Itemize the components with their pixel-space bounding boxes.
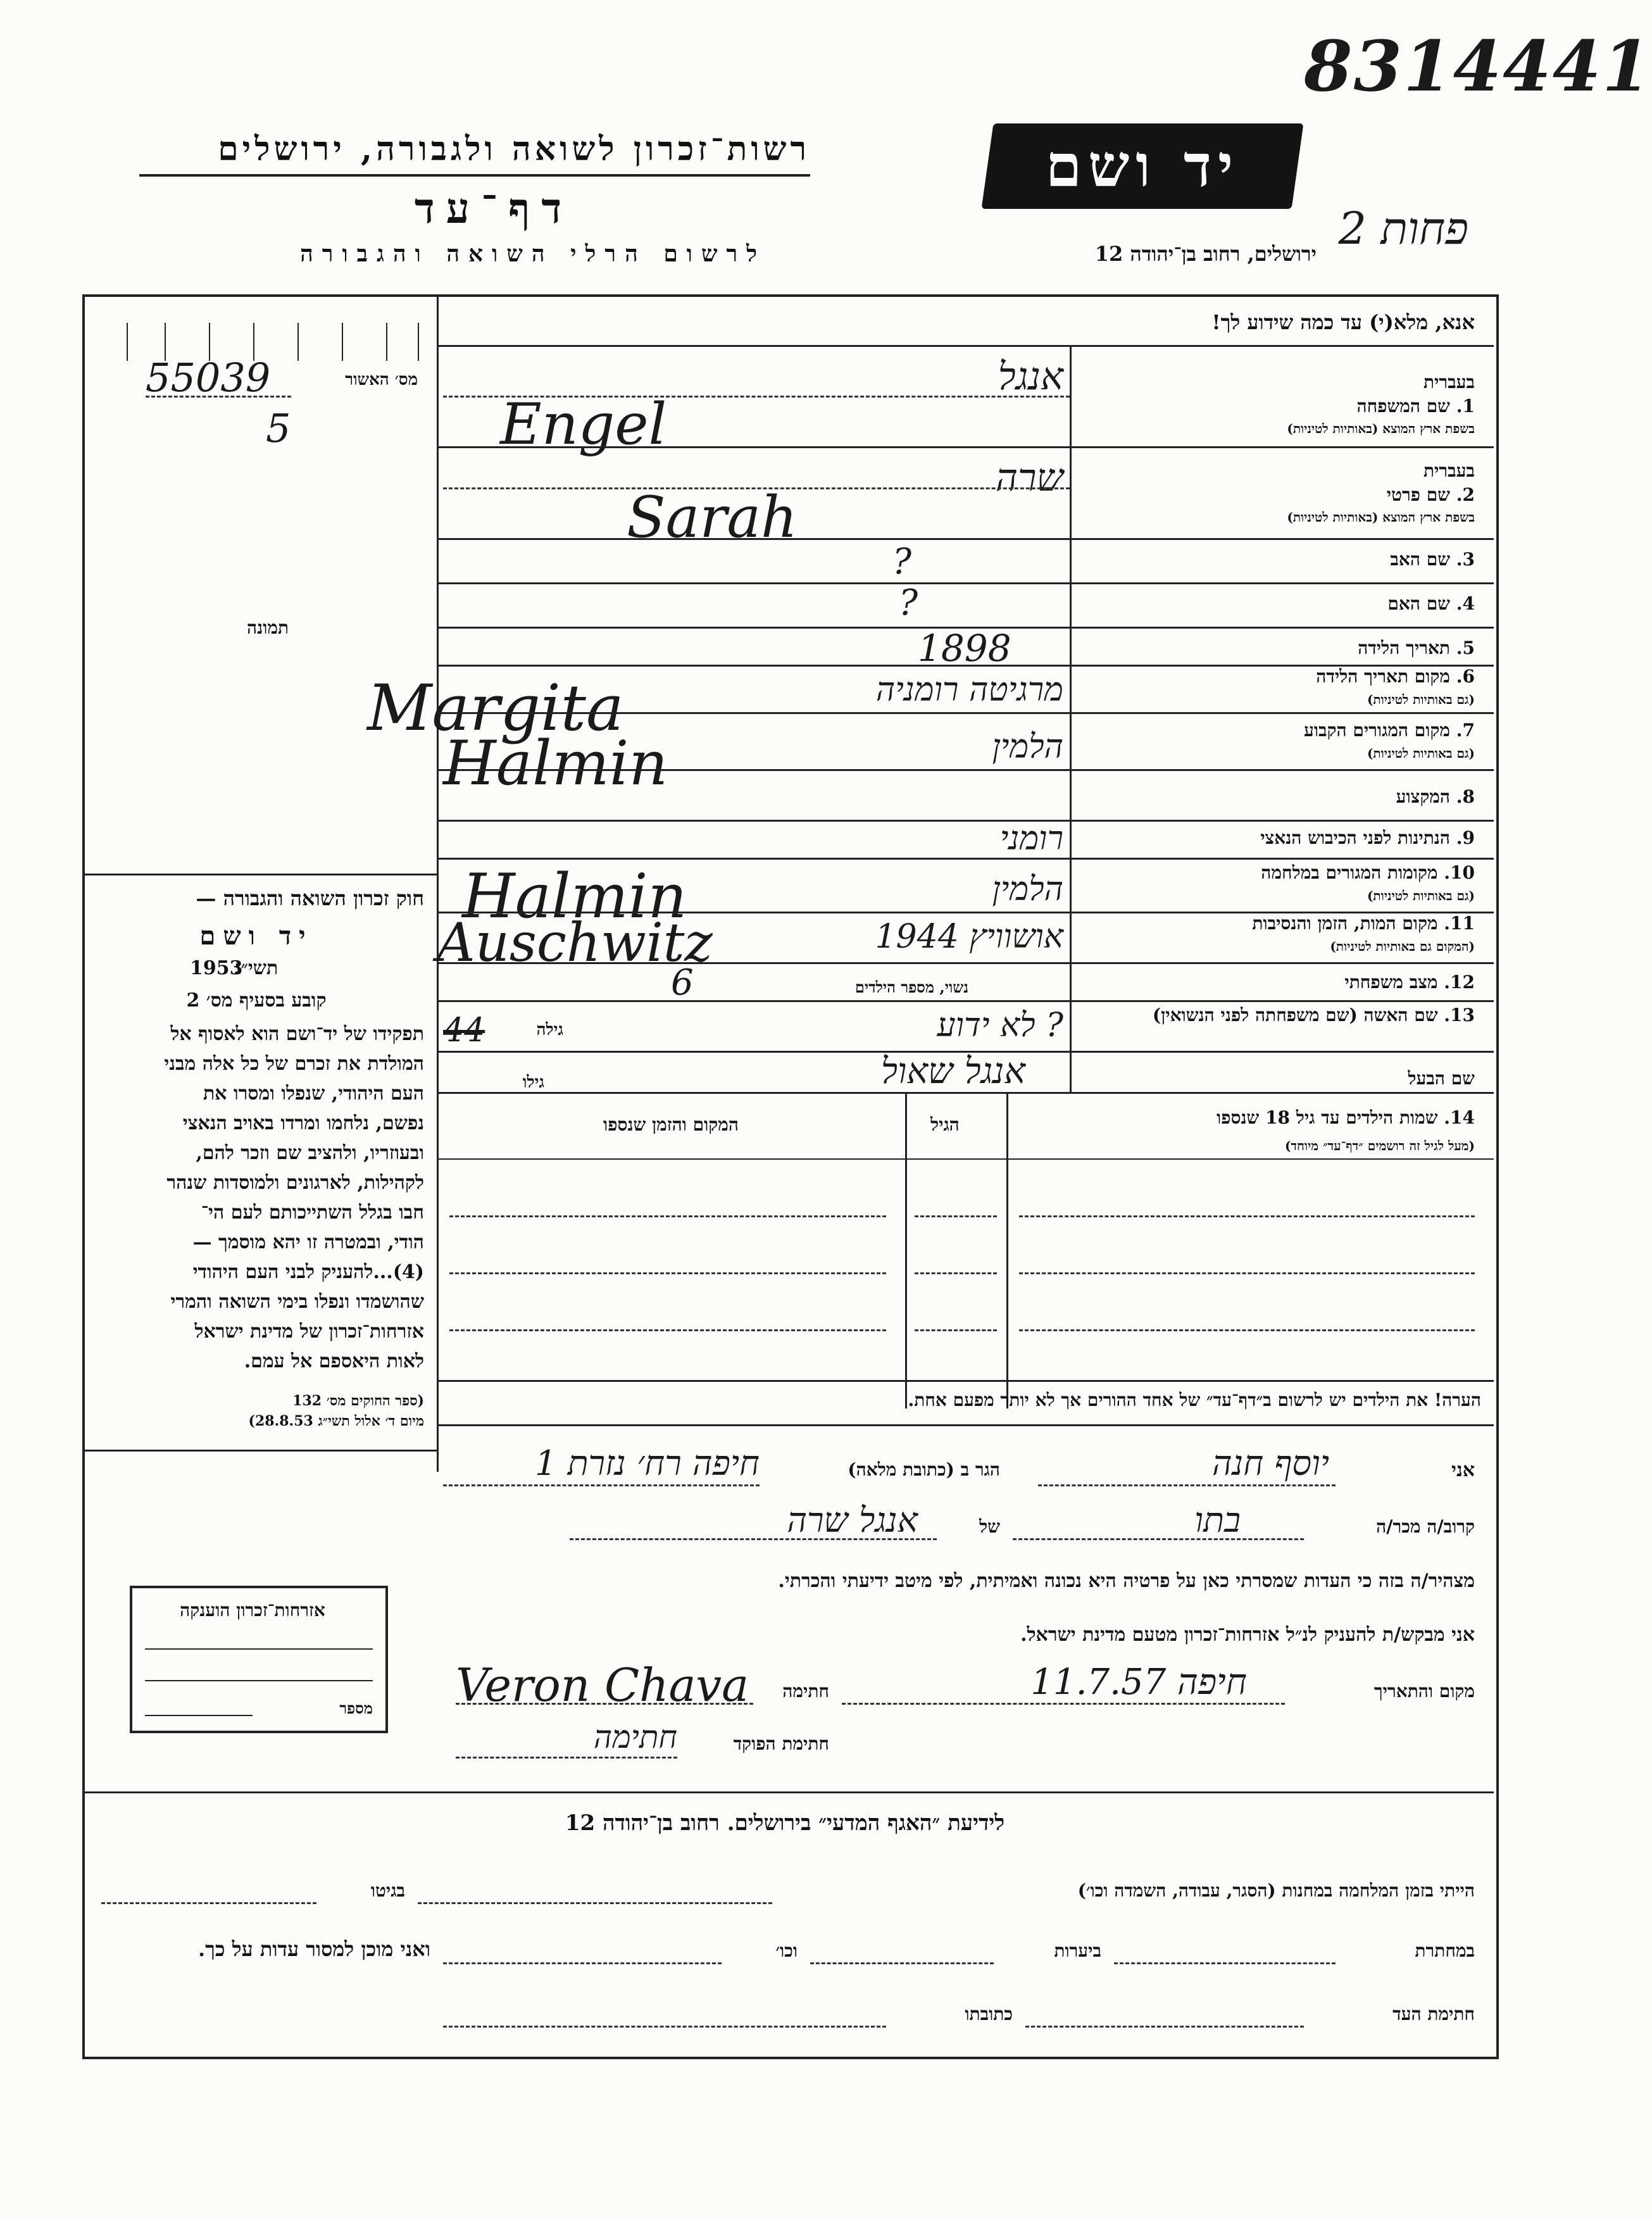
field-6-value-latin: Margita [367,671,624,745]
footer-witness-signature-label: חתימת העד [1392,2004,1475,2024]
children-num: 14. [1444,1107,1475,1128]
field-9-num: 9. [1456,827,1475,848]
field-10-value-latin: Halmin [462,861,687,932]
children-col-age: הגיל [930,1114,960,1135]
field-1-value-hebrew: אנגל [998,354,1063,399]
law-line: ובעוזריו, ולהציב שם וזכר להם, [196,1142,424,1164]
field-2-num: 2. [1456,484,1475,505]
husband-value: אנגל שאול [880,1051,1025,1092]
footer-testimony-label: ואני מוכן למסור עדות על כך. [197,1937,430,1961]
signature-value: Veron Chava [456,1659,749,1712]
footer-address-label: כתובתו [965,2004,1013,2024]
footer-underground-label: במחתרת [1415,1940,1475,1961]
field-2-hebrew-tag: בעברית [1423,460,1475,481]
field-13-value: ? לא ידוע [937,1007,1063,1044]
place-date-label: מקום והתאריך [1374,1681,1475,1702]
field-4-value: ? [899,582,918,624]
archive-number: 8314441 [1304,25,1652,107]
photo-label: תמונה [247,617,289,638]
law-year: 1953 [190,957,243,979]
citizenship-title: אזרחות־זכרון הוענקה [180,1600,325,1621]
field-1-value-latin: Engel [500,391,667,458]
field-5-label: תאריך הלידה [1358,637,1451,658]
relation-label: קרוב/ה מכר/ה [1376,1516,1475,1537]
field-3-num: 3. [1456,549,1475,570]
authority-line: רשות־זכרון לשואה ולגבורה, ירושלים [218,130,810,168]
field-1-sub: בשפת ארץ המוצא (באותיות לטיניות) [1287,421,1475,436]
field-1-hebrew-tag: בעברית [1423,372,1475,392]
law-line: תפקידו של יד־ושם הוא לאסוף אל [170,1023,424,1045]
law-line: לקהילות, לארגונים ולמוסדות שנהר [166,1172,424,1194]
record-number-label: מס׳ האשור [345,370,418,389]
field-11-num: 11. [1444,913,1475,934]
law-source-date: מיום ד׳ אלול תשי״ג 28.8.53) [248,1413,424,1429]
address: ירושלים, רחוב בן־יהודה 12 [1094,242,1317,266]
officer-value: חתימה [593,1719,677,1755]
law-hebrew-year: תשי״ג [234,957,278,979]
officer-label: חתימת הפוקד [733,1733,829,1754]
field-5-value: 1898 [918,627,1011,670]
field-12-value: נשוי, מספר הילדים [854,978,968,996]
footer-etc-label: וכו׳ [775,1940,798,1961]
field-10-num: 10. [1444,862,1475,883]
handwritten-corner-note: פחות 2 [1338,203,1468,254]
footer-camps-label: הייתי בזמן המלחמה במחנות (הסגר, עבודה, השמדה וכו׳) [1077,1880,1475,1901]
husband-label: שם הבעל [1408,1068,1475,1089]
field-1-num: 1. [1456,396,1475,417]
law-heading: חוק זכרון השואה והגבורה — [196,886,424,910]
field-11-label: מקום המות, הזמן והנסיבות [1252,913,1438,934]
field-13-num: 13. [1444,1005,1475,1025]
field-7-num: 7. [1456,720,1475,741]
law-line: נפשם, נלחמו ומרדו באויב הנאצי [182,1112,424,1134]
field-8-label: המקצוע [1396,786,1451,807]
field-9-value: רומני [999,820,1063,858]
declarant-value: יוסף חנה [1212,1443,1329,1483]
declaration-line-2: אני מבקש/ת להעניק לנ״ל אזרחות־זכרון מטעם מדינת ישראל. [1020,1624,1475,1646]
relation-of-label: של [979,1516,1000,1537]
field-4-num: 4. [1456,593,1475,614]
field-6-sub: (גם באותיות לטיניות) [1367,692,1475,707]
law-name: יד ושם [199,921,313,951]
children-note: הערה! את הילדים יש לרשום ב״דף־עד״ של אחד ההורים אך לא יותר מפעם אחת. [908,1389,1481,1410]
husband-age-label: גילו [522,1073,544,1092]
field-2-value-latin: Sarah [627,484,798,551]
relation-of-value: אנגל שרה [787,1500,918,1540]
field-13-age: 44 [443,1012,485,1050]
footer-forests-label: ביערות [1054,1940,1101,1961]
field-7-value-hebrew: הלמין [992,728,1063,766]
footer-ghetto-label: בגיטו [370,1880,405,1901]
law-line: (4)...להעניק לבני העם היהודי [192,1261,424,1283]
field-10-label: מקומות המגורים במלחמה [1261,862,1438,883]
children-label: שמות הילדים עד גיל 18 שנספו [1217,1107,1438,1128]
law-line: לאות היאספם אל עמם. [244,1350,424,1372]
law-line: העם היהודי, שנפלו ומסרו את [203,1082,424,1105]
field-6-value-hebrew: מרגיטה רומניה [875,671,1063,709]
field-10-sub: (גם באותיות לטיניות) [1367,888,1475,903]
field-11-value-latin: Auschwitz [437,912,713,974]
resident-value: חיפה רח׳ נזרת 1 [535,1443,760,1483]
place-date-value: חיפה 11.7.57 [1030,1662,1247,1703]
field-6-num: 6. [1456,666,1475,687]
field-2-label: שם פרטי [1386,484,1451,505]
logo-text: יד ושם [1045,132,1240,200]
record-number-value: 55039 [146,354,271,401]
resident-label: הגר ב (כתובת מלאה) [848,1459,1000,1480]
law-line: חבו בגלל השתייכותם לעם הי־ [201,1201,424,1224]
field-13-age-label: גילה [536,1020,563,1039]
form-intro: אנא, מלא(י) עד כמה שידוע לך! [1211,310,1475,334]
footer-title: לידיעת ״האגף המדעי״ בירושלים. רחוב בן־יהודה 12 [565,1810,1005,1836]
form-subtitle: לרשום הרלי השואה והגבורה [300,241,766,267]
field-4-label: שם האם [1387,593,1451,614]
children-sub: (מעל לגיל זה רושמים ״דף־עד״ מיוחד) [1284,1138,1475,1153]
form-title: דף־עד [414,184,573,233]
field-1-label: שם המשפחה [1356,396,1451,417]
record-number-sub: 5 [266,405,291,451]
field-13-label: שם האשה (שם משפחתה לפני הנשואין) [1152,1005,1438,1025]
citizenship-number-label: מספר [339,1699,373,1717]
law-line: שהושמדו ונפלו בימי השואה והמרי [170,1291,424,1313]
field-7-label: מקום המגורים הקבוע [1304,720,1451,741]
field-3-value: ? [892,541,912,582]
law-line: המולדת את זכרם של כל אלה מבני [164,1053,424,1075]
field-12-label: מצב משפחתי [1344,972,1438,993]
field-2-value-hebrew: שרה [995,456,1063,500]
law-text [89,1019,424,1376]
field-3-label: שם האב [1390,549,1451,570]
citizenship-box [130,1586,388,1733]
field-10-value-hebrew: הלמין [992,870,1063,908]
law-line: הודי, ובמטרה זו יהא מוסמך — [192,1231,424,1253]
field-11-sub: (המקום גם באותיות לטיניות) [1330,939,1475,954]
field-8-num: 8. [1456,786,1475,807]
field-5-num: 5. [1456,637,1475,658]
field-6-label: מקום תאריך הלידה [1316,666,1451,687]
field-12-children: 6 [671,962,694,1003]
children-col-place: המקום והזמן שנספו [603,1114,739,1135]
relation-value: בתו [1194,1500,1241,1540]
field-9-label: הנתינות לפני הכיבוש הנאצי [1260,827,1451,848]
field-12-num: 12. [1444,972,1475,993]
field-7-value-latin: Halmin [443,728,668,799]
declaration-line-1: מצהיר/ה בזה כי העדות שמסרתי כאן על פרטיה היא נכונה ואמיתית, לפי מיטב ידיעתי והכרתי. [778,1570,1475,1592]
field-7-sub: (גם באותיות לטיניות) [1367,746,1475,761]
law-line: אזרחות־זכרון של מדינת ישראל [194,1320,424,1343]
yad-vashem-logo [982,123,1304,209]
field-11-value-hebrew: אושוויץ 1944 [875,918,1063,956]
declarant-label: אני [1451,1459,1475,1481]
signature-label: חתימה [782,1681,829,1702]
field-2-sub: בשפת ארץ המוצא (באותיות לטיניות) [1287,510,1475,525]
law-clause: קובע בסעיף מס׳ 2 [186,989,327,1012]
law-source: (ספר החוקים מס׳ 132 [292,1393,424,1409]
